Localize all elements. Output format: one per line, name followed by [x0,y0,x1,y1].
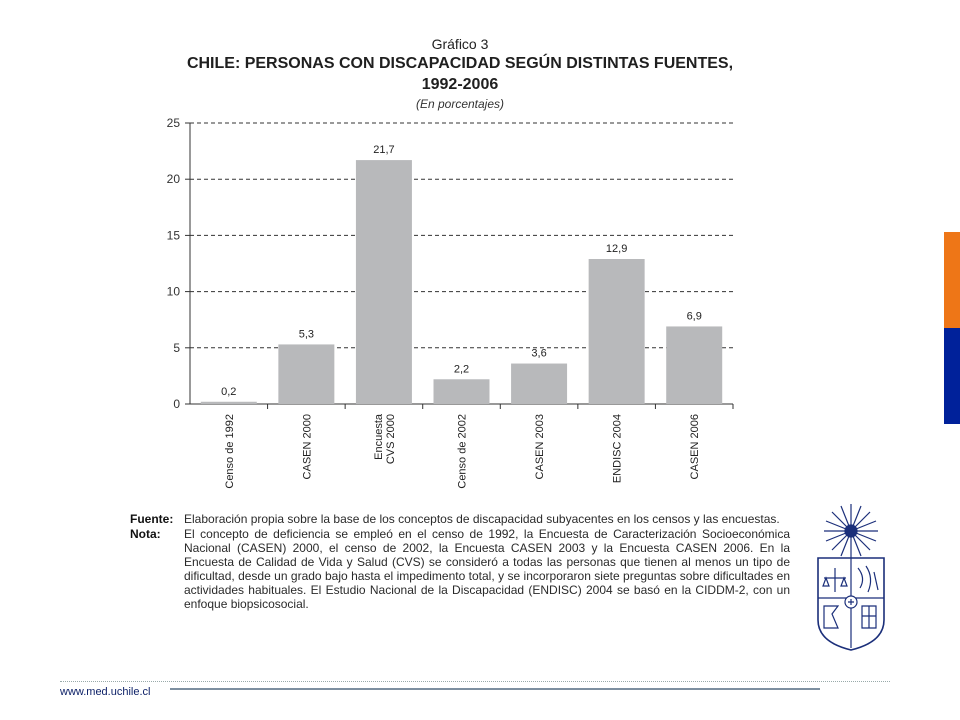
note-text: El concepto de deficiencia se empleó en el censo de 1992, la Encuesta de Caracterización Socioeconómica Nacional (CASEN) 2000, el censo de 2002, la Encuesta CASEN 2003 y la Encuesta CASEN 2006. En la Encuesta de Calidad de Vida y Salud (CVS) se consideró a todas las personas que tienen al menos un tipo de dificultad, desde un grado bajo hasta el impedimento total, y se incorporaron siete preguntas sobre dificultades en actividades habituales. El Estudio Nacional de la Discapacidad (ENDISC) 2004 se basó en la CIDDM-2, con un enfoque biopsicosocial. [184,527,790,611]
side-accent-blue [944,328,960,424]
y-tick-label: 0 [173,397,180,411]
note-label: Nota: [130,527,161,541]
bar [201,402,257,404]
bar [511,364,567,404]
chart-subtitle: (En porcentajes) [415,97,505,111]
x-category-label: CASEN 2003 [534,414,547,480]
university-crest-icon [808,502,894,652]
data-label: 12,9 [605,243,628,256]
y-tick-label: 25 [166,116,180,130]
footer-url[interactable]: www.med.uchile.cl [60,686,151,698]
bar [356,160,412,404]
chart-number-label: Gráfico 3 [431,36,489,52]
data-label: 21,7 [373,144,395,157]
data-label: 5,3 [298,328,315,341]
data-label: 3,6 [531,347,547,360]
footer-dotted-divider [60,681,890,682]
x-category-label: Censo de 2002 [456,414,469,489]
source-label: Fuente: [130,512,174,526]
data-label: 0,2 [221,385,237,398]
chart-notes [130,512,790,612]
x-category-label: CVS 2000 [384,414,397,465]
bar [278,344,334,404]
chart-title-line1: CHILE: PERSONAS CON DISCAPACIDAD SEGÚN DISTINTAS FUENTES, [186,55,734,72]
x-category-label: CASEN 2000 [301,414,314,480]
y-tick-label: 15 [166,228,180,243]
data-label: 2,2 [453,363,470,376]
bar [434,379,490,404]
y-tick-label: 5 [173,340,180,355]
data-label: 6,9 [686,310,702,323]
x-category-label: Censo de 1992 [223,414,236,489]
bar [589,259,645,404]
source-text: Elaboración propia sobre la base de los conceptos de discapacidad subyacentes en los censos y las encuestas. [184,512,780,526]
y-tick-label: 10 [166,284,180,299]
footer-divider [170,688,820,690]
x-category-label: CASEN 2006 [689,414,702,480]
bar [666,326,722,404]
methodology-note [130,527,790,611]
side-accent-orange [944,232,960,328]
chart-title-line2: 1992-2006 [421,76,499,93]
y-tick-label: 20 [166,172,180,187]
x-category-label: Encuesta [372,414,385,460]
x-category-label: ENDISC 2004 [611,414,624,484]
source-note [130,512,790,526]
